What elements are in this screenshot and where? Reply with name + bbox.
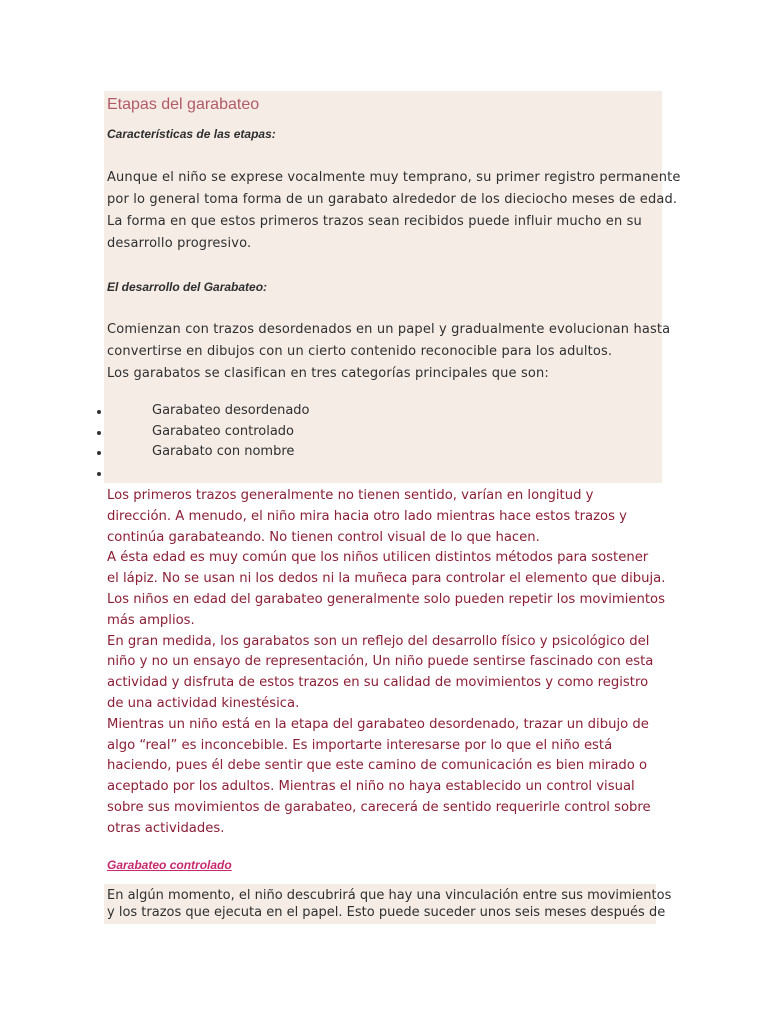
characteristics-heading: Características de las etapas:	[107, 127, 276, 141]
paragraph-line: continúa garabateando. No tienen control visual de lo que hacen.	[107, 529, 540, 545]
bullet-icon	[97, 451, 101, 455]
controlled-scribble-link[interactable]: Garabateo controlado	[107, 858, 232, 872]
paragraph-line: Los garabatos se clasifican en tres categorías principales que son:	[107, 366, 549, 381]
paragraph-line: Los niños en edad del garabateo generalmente solo pueden repetir los movimientos	[107, 591, 665, 607]
paragraph-line: algo “real” es inconcebible. Es importarte interesarse por lo que el niño está	[107, 737, 613, 753]
paragraph-line: niño y no un ensayo de representación, Un niño puede sentirse fascinado con esta	[107, 654, 654, 670]
list-item-label: Garabateo controlado	[152, 423, 294, 439]
paragraph-line: Comienzan con trazos desordenados en un papel y gradualmente evolucionan hasta	[107, 322, 671, 337]
paragraph-line: En gran medida, los garabatos son un reflejo del desarrollo físico y psicológico del	[107, 633, 650, 649]
page-title: Etapas del garabateo	[107, 96, 260, 113]
paragraph-line: En algún momento, el niño descubrirá que hay una vinculación entre sus movimientos	[107, 888, 672, 903]
paragraph-line: A ésta edad es muy común que los niños utilicen distintos métodos para sostener	[107, 550, 649, 566]
paragraph-line: Los primeros trazos generalmente no tienen sentido, varían en longitud y	[107, 488, 594, 503]
paragraph-line: y los trazos que ejecuta en el papel. Esto puede suceder unos seis meses después de	[107, 905, 666, 920]
paragraph-line: aceptado por los adultos. Mientras el niño no haya establecido un control visual	[107, 779, 635, 795]
controlled-scribble-paragraph	[107, 887, 671, 921]
paragraph-line: Mientras un niño está en la etapa del garabateo desordenado, trazar un dibujo de	[107, 716, 649, 732]
paragraph-line: actividad y disfruta de estos trazos en su calidad de movimientos y como registro	[107, 675, 649, 691]
paragraph-line: haciendo, pues él debe sentir que este camino de comunicación es bien mirado o	[107, 758, 648, 774]
development-heading: El desarrollo del Garabateo:	[107, 280, 268, 294]
bullet-icon	[97, 431, 101, 435]
paragraph-line: desarrollo progresivo.	[107, 236, 252, 251]
list-item-label: Garabato con nombre	[152, 444, 295, 460]
paragraph-line: más amplios.	[107, 612, 195, 628]
paragraph-line: convertirse en dibujos con un cierto contenido reconocible para los adultos.	[107, 344, 613, 359]
bullet-icon	[97, 472, 101, 476]
paragraph-line: por lo general toma forma de un garabato alrededor de los dieciocho meses de edad.	[107, 192, 678, 207]
paragraph-line: dirección. A menudo, el niño mira hacia otro lado mientras hace estos trazos y	[107, 508, 627, 524]
paragraph-line: Aunque el niño se exprese vocalmente muy temprano, su primer registro permanente	[107, 170, 681, 185]
bullet-icon	[97, 410, 101, 414]
paragraph-line: de una actividad kinestésica.	[107, 695, 300, 711]
characteristics-paragraph	[107, 167, 681, 255]
paragraph-line: sobre sus movimientos de garabateo, carecerá de sentido requerirle control sobre	[107, 799, 651, 815]
scribble-description-paragraph	[107, 486, 665, 840]
development-paragraph	[107, 319, 670, 385]
paragraph-line: el lápiz. No se usan ni los dedos ni la muñeca para controlar el elemento que dibuja.	[107, 571, 666, 587]
paragraph-line: otras actividades.	[107, 820, 225, 836]
list-item-label: Garabateo desordenado	[152, 403, 310, 418]
paragraph-line: La forma en que estos primeros trazos sean recibidos puede influir mucho en su	[107, 214, 642, 229]
